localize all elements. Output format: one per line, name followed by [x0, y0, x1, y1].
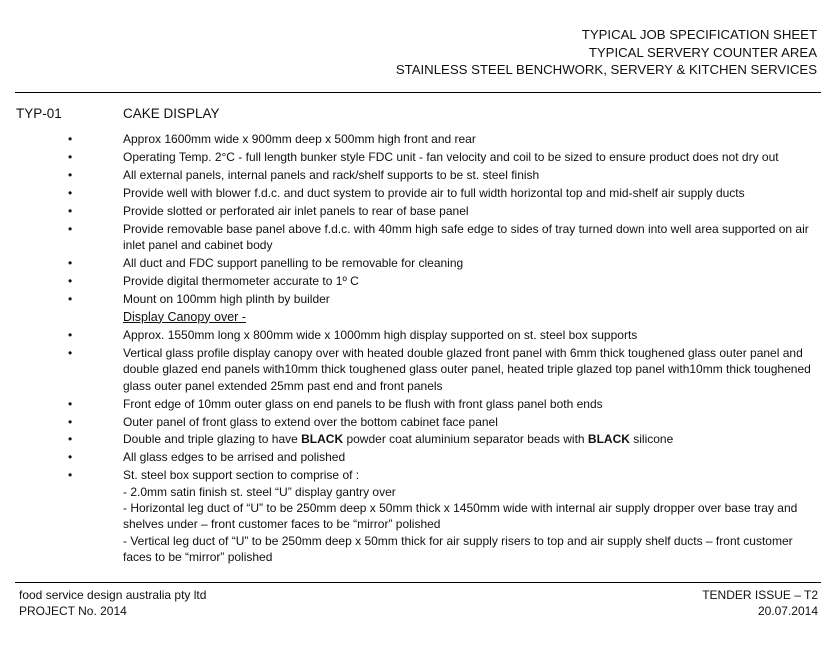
header-divider	[15, 92, 821, 93]
list-item: • Provide well with blower f.d.c. and duct system to provide air to full width horizontal top and mid-shelf air supply ducts	[123, 185, 813, 201]
specification-list	[123, 131, 813, 566]
footer-left	[19, 587, 206, 619]
glazing-text-1: Double and triple glazing to have	[123, 432, 302, 447]
header-line-1: TYPICAL JOB SPECIFICATION SHEET	[581, 27, 817, 42]
issue-label: TENDER ISSUE – T2	[702, 588, 818, 602]
list-item: • Approx 1600mm wide x 900mm deep x 500mm high front and rear	[123, 131, 813, 147]
list-item: • Mount on 100mm high plinth by builder	[123, 291, 813, 307]
section-title: CAKE DISPLAY	[123, 106, 220, 121]
glazing-text-2: powder coat aluminium separator beads with	[343, 432, 588, 447]
support-line: - Vertical leg duct of “U” to be 250mm deep x 50mm thick for air supply risers to top and air supply shelf ducts – front customer faces to be “mirror” polished	[123, 533, 793, 565]
glazing-text-3: silicone	[629, 432, 674, 447]
footer-divider	[15, 582, 821, 583]
list-item: • Provide slotted or perforated air inlet panels to rear of base panel	[123, 203, 813, 219]
project-number: PROJECT No. 2014	[19, 604, 127, 618]
list-item-support	[123, 467, 813, 565]
issue-date: 20.07.2014	[757, 604, 818, 618]
list-item-glazing	[123, 431, 813, 447]
list-item: • All duct and FDC support panelling to be removable for cleaning	[123, 255, 813, 271]
section-code: TYP-01	[16, 106, 62, 121]
list-item: • Vertical glass profile display canopy over with heated double glazed front panel with 6mm thick toughened glass outer panel and double glazed end panels with10mm thick toughened glass outer panel, heated triple glazed top panel with10mm thick toughened glass outer panel extended 25mm past end and front panels	[123, 345, 813, 394]
list-item: • Provide digital thermometer accurate to 1º C	[123, 273, 813, 289]
support-line: - Horizontal leg duct of “U” to be 250mm deep x 50mm thick x 1450mm wide with internal air supply dropper over base tray and shelves under – front customer faces to be “mirror” polished	[123, 501, 798, 532]
glazing-bold-2: BLACK	[587, 432, 630, 447]
support-line: - 2.0mm satin finish st. steel “U” display gantry over	[123, 484, 396, 499]
glazing-bold-1: BLACK	[301, 432, 344, 447]
list-item: • Outer panel of front glass to extend over the bottom cabinet face panel	[123, 414, 813, 430]
list-item: • Approx. 1550mm long x 800mm wide x 1000mm high display supported on st. steel box supports	[123, 327, 813, 343]
header-line-3: STAINLESS STEEL BENCHWORK, SERVERY & KITCHEN SERVICES	[395, 62, 817, 77]
company-name: food service design australia pty ltd	[19, 588, 207, 602]
support-intro: • St. steel box support section to comprise of :	[123, 468, 360, 483]
list-item: • Provide removable base panel above f.d.c. with 40mm high safe edge to sides of tray turned down into well area supported on air inlet panel and cabinet body	[123, 221, 813, 254]
list-item: • Operating Temp. 2°C - full length bunker style FDC unit - fan velocity and coil to be sized to ensure product does not dry out	[123, 149, 813, 165]
list-item: • All external panels, internal panels and rack/shelf supports to be st. steel finish	[123, 167, 813, 183]
list-item: • Front edge of 10mm outer glass on end panels to be flush with front glass panel both ends	[123, 396, 813, 412]
list-item: • All glass edges to be arrised and polished	[123, 449, 813, 465]
footer-right	[702, 587, 818, 619]
canopy-heading: Display Canopy over -	[123, 309, 246, 324]
document-header	[396, 26, 817, 79]
header-line-2: TYPICAL SERVERY COUNTER AREA	[588, 44, 817, 60]
